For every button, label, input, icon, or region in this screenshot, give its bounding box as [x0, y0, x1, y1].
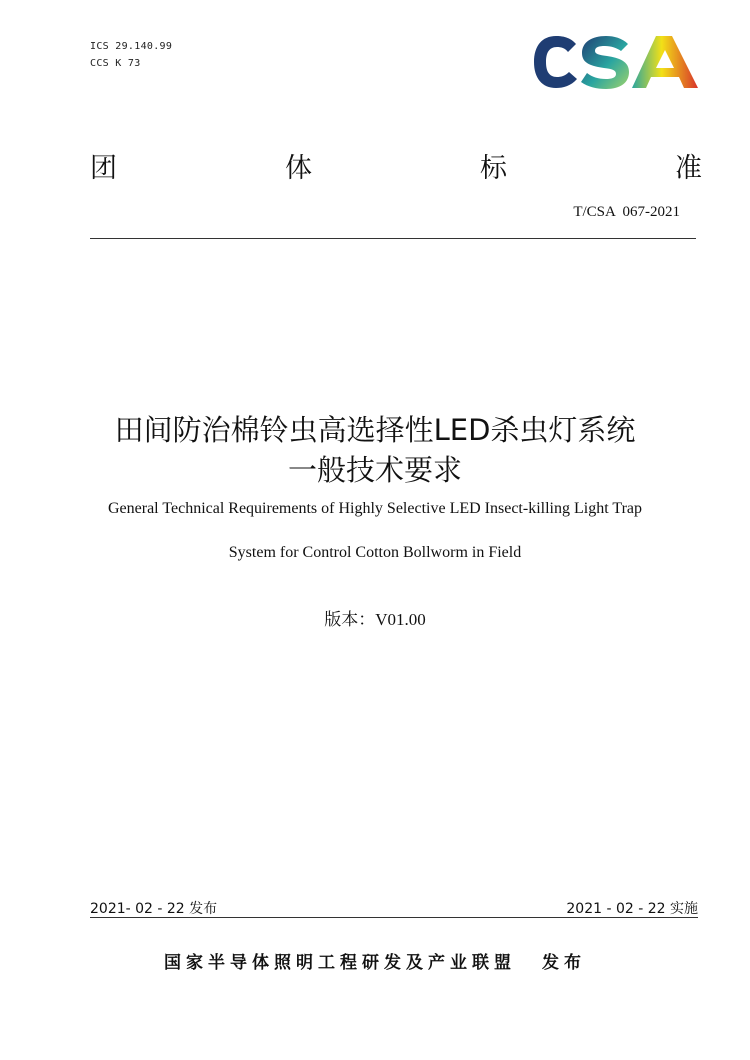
footer-divider	[90, 917, 698, 918]
standard-type-char: 体	[285, 153, 312, 184]
ccs-code: CCS K 73	[90, 58, 141, 69]
header-divider	[90, 238, 696, 239]
classification-codes	[90, 38, 172, 72]
standard-type-heading	[90, 146, 702, 185]
publisher-line	[0, 948, 750, 973]
csa-logo	[532, 30, 700, 94]
implementation-date: 2021 - 02 - 22 实施	[566, 901, 698, 917]
version-info	[0, 605, 750, 630]
standard-type-char: 准	[675, 153, 702, 184]
publisher-org: 国家半导体照明工程研发及产业联盟	[164, 953, 516, 973]
version-value: V01.00	[375, 610, 426, 629]
publisher-action: 发布	[542, 953, 586, 973]
standard-type-char: 标	[480, 153, 507, 184]
title-english-line2: System for Control Cotton Bollworm in Field	[228, 544, 522, 561]
title-chinese-line1: 田间防治棉铃虫高选择性LED杀虫灯系统	[114, 413, 636, 447]
ics-code: ICS 29.140.99	[90, 41, 173, 52]
title-english-line1: General Technical Requirements of Highly Selective LED Insect-killing Light Trap	[107, 500, 642, 517]
title-chinese-line2: 一般技术要求	[287, 453, 462, 487]
version-label: 版本：	[324, 610, 376, 630]
issue-date: 2021- 02 - 22 发布	[90, 901, 218, 917]
standard-type-char: 团	[90, 153, 117, 184]
standard-number: T/CSA 067-2021	[573, 204, 680, 220]
